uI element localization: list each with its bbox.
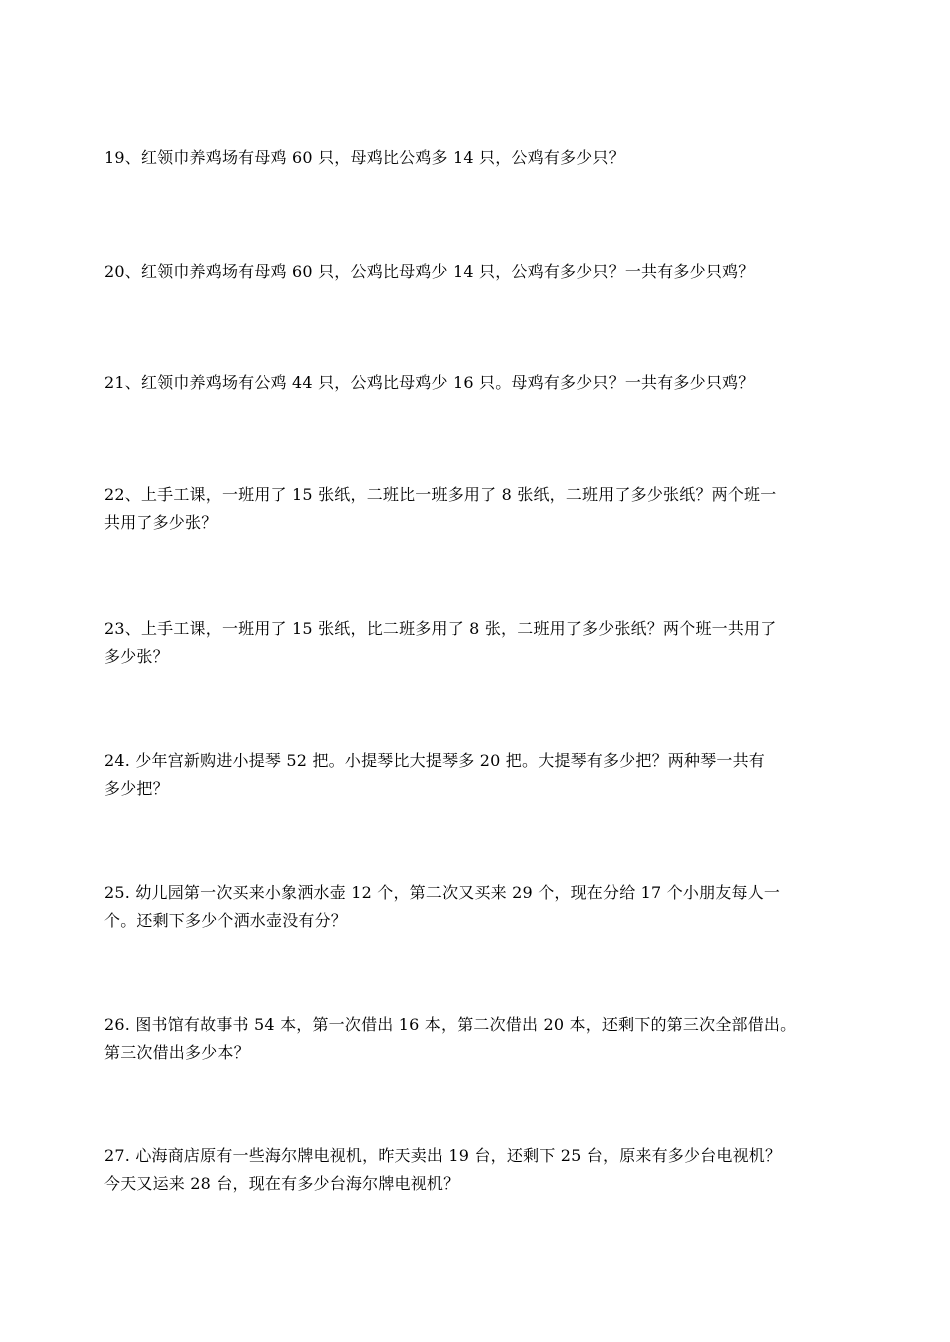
problem-24 [104,747,856,803]
problem-20 [104,258,856,286]
problem-25 [104,879,856,935]
problem-line: 第三次借出多少本？ [104,1043,250,1062]
problem-line: 21、红领巾养鸡场有公鸡 44 只，公鸡比母鸡少 16 只。母鸡有多少只？一共有多少只鸡？ [104,373,755,392]
problem-line: 多少把？ [104,779,169,798]
problem-line: 24. 少年宫新购进小提琴 52 把。小提琴比大提琴多 20 把。大提琴有多少把？两种琴一共有 [104,751,765,770]
problem-line: 26. 图书馆有故事书 54 本，第一次借出 16 本，第二次借出 20 本，还剩下的第三次全部借出。 [104,1015,797,1034]
problem-21 [104,369,856,397]
problem-line: 多少张？ [104,647,169,666]
problem-line: 25. 幼儿园第一次买来小象洒水壶 12 个，第二次又买来 29 个，现在分给 17 个小朋友每人一 [104,883,781,902]
problem-line: 22、上手工课，一班用了 15 张纸，二班比一班多用了 8 张纸，二班用了多少张纸？两个班一 [104,485,777,504]
problem-26 [104,1011,856,1067]
problem-27 [104,1142,856,1198]
problem-line: 23、上手工课，一班用了 15 张纸，比二班多用了 8 张，二班用了多少张纸？两个班一共用了 [104,619,777,638]
problem-line: 今天又运来 28 台，现在有多少台海尔牌电视机？ [104,1174,460,1193]
problem-19 [104,144,856,172]
problem-line: 共用了多少张？ [104,513,218,532]
problem-line: 19、红领巾养鸡场有母鸡 60 只，母鸡比公鸡多 14 只，公鸡有多少只？ [104,148,625,167]
problem-line: 20、红领巾养鸡场有母鸡 60 只，公鸡比母鸡少 14 只，公鸡有多少只？一共有多少只鸡？ [104,262,755,281]
problem-22 [104,481,856,537]
problem-line: 27. 心海商店原有一些海尔牌电视机，昨天卖出 19 台，还剩下 25 台，原来有多少台电视机？ [104,1146,782,1165]
problem-line: 个。还剩下多少个洒水壶没有分？ [104,911,348,930]
problem-23 [104,615,856,671]
